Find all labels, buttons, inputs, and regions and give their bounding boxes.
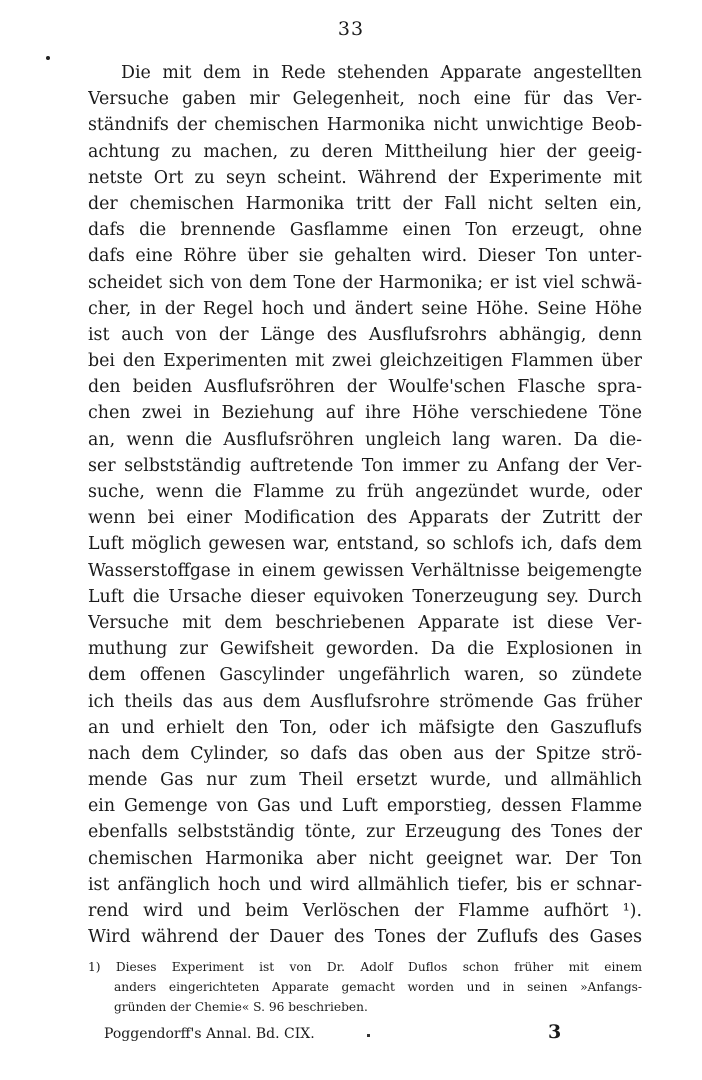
footer-mark	[367, 1034, 370, 1037]
text-line: Versuche mit dem beschriebenen Apparate ist diese Ver-	[88, 612, 642, 633]
text-line: cher, in der Regel hoch und ändert seine Höhe. Seine Höhe	[88, 298, 642, 319]
footnote-line: 1) Dieses Experiment ist von Dr. Adolf Duflos schon früher mit einem	[88, 960, 642, 974]
text-line: den beiden Ausflufsröhren der Woulfe'schen Flasche spra-	[88, 377, 642, 398]
text-line: ständnifs der chemischen Harmonika nicht unwichtige Beob-	[88, 115, 642, 136]
text-line: nach dem Cylinder, so dafs das oben aus der Spitze strö-	[88, 743, 642, 764]
text-line: scheidet sich von dem Tone der Harmonika; er ist viel schwä-	[88, 272, 642, 293]
signature-mark: 3	[548, 1021, 562, 1043]
text-line: suche, wenn die Flamme zu früh angezündet wurde, oder	[88, 482, 642, 502]
margin-mark	[46, 56, 50, 60]
text-line: Wasserstoffgase in einem gewissen Verhältnisse beigemengte	[88, 560, 642, 581]
body-text	[88, 60, 642, 950]
footnote	[88, 957, 642, 1017]
text-line: netste Ort zu seyn scheint. Während der Experimente mit	[88, 167, 642, 188]
text-line: Wird während der Dauer des Tones der Zuflufs des Gases	[88, 927, 642, 948]
text-line: ich theils das aus dem Ausflufsrohre strömende Gas früher	[88, 691, 642, 712]
page-footer	[104, 1022, 564, 1046]
footnote-line: gründen der Chemie« S. 96 beschrieben.	[114, 1000, 368, 1014]
text-line: Luft die Ursache dieser equivoken Tonerzeugung sey. Durch	[88, 586, 642, 607]
text-line: ebenfalls selbstständig tönte, zur Erzeugung des Tones der	[88, 822, 642, 843]
text-line: dafs die brennende Gasflamme einen Ton erzeugt, ohne	[88, 220, 642, 241]
journal-reference: Poggendorff's Annal. Bd. CIX.	[104, 1026, 315, 1042]
text-line: Luft möglich gewesen war, entstand, so schlofs ich, dafs dem	[88, 534, 642, 555]
text-line: Versuche gaben mir Gelegenheit, noch eine für das Ver-	[88, 89, 642, 110]
text-line: muthung zur Gewifsheit geworden. Da die Explosionen in	[88, 639, 642, 660]
footnote-line: anders eingerichteten Apparate gemacht worden und in seinen »Anfangs-	[114, 980, 642, 994]
text-line: Die mit dem in Rede stehenden Apparate angestellten	[121, 63, 642, 83]
text-line: der chemischen Harmonika tritt der Fall nicht selten ein,	[88, 193, 642, 214]
text-line: mende Gas nur zum Theil ersetzt wurde, und allmählich	[88, 770, 642, 791]
text-line: dem offenen Gascylinder ungefährlich waren, so zündete	[88, 665, 642, 686]
text-line: achtung zu machen, zu deren Mittheilung hier der geeig-	[88, 141, 642, 162]
text-line: ser selbstständig auftretende Ton immer zu Anfang der Ver-	[88, 455, 642, 476]
text-line: ist auch von der Länge des Ausflufsrohrs abhängig, denn	[88, 324, 642, 345]
text-line: bei den Experimenten mit zwei gleichzeitigen Flammen über	[88, 351, 642, 372]
text-line: an, wenn die Ausflufsröhren ungleich lang waren. Da die-	[88, 429, 642, 450]
text-line: ein Gemenge von Gas und Luft emporstieg, dessen Flamme	[88, 796, 642, 817]
page-number: 33	[337, 18, 365, 40]
text-line: wenn bei einer Modification des Apparats der Zutritt der	[88, 508, 642, 529]
text-line: chen zwei in Beziehung auf ihre Höhe verschiedene Töne	[88, 403, 642, 424]
text-line: an und erhielt den Ton, oder ich mäfsigte den Gaszuflufs	[88, 717, 642, 738]
text-line: ist anfänglich hoch und wird allmählich tiefer, bis er schnar-	[88, 874, 642, 895]
text-line: rend wird und beim Verlöschen der Flamme aufhört ¹).	[88, 901, 642, 921]
text-line: chemischen Harmonika aber nicht geeignet war. Der Ton	[88, 848, 642, 869]
text-line: dafs eine Röhre über sie gehalten wird. Dieser Ton unter-	[88, 246, 642, 267]
